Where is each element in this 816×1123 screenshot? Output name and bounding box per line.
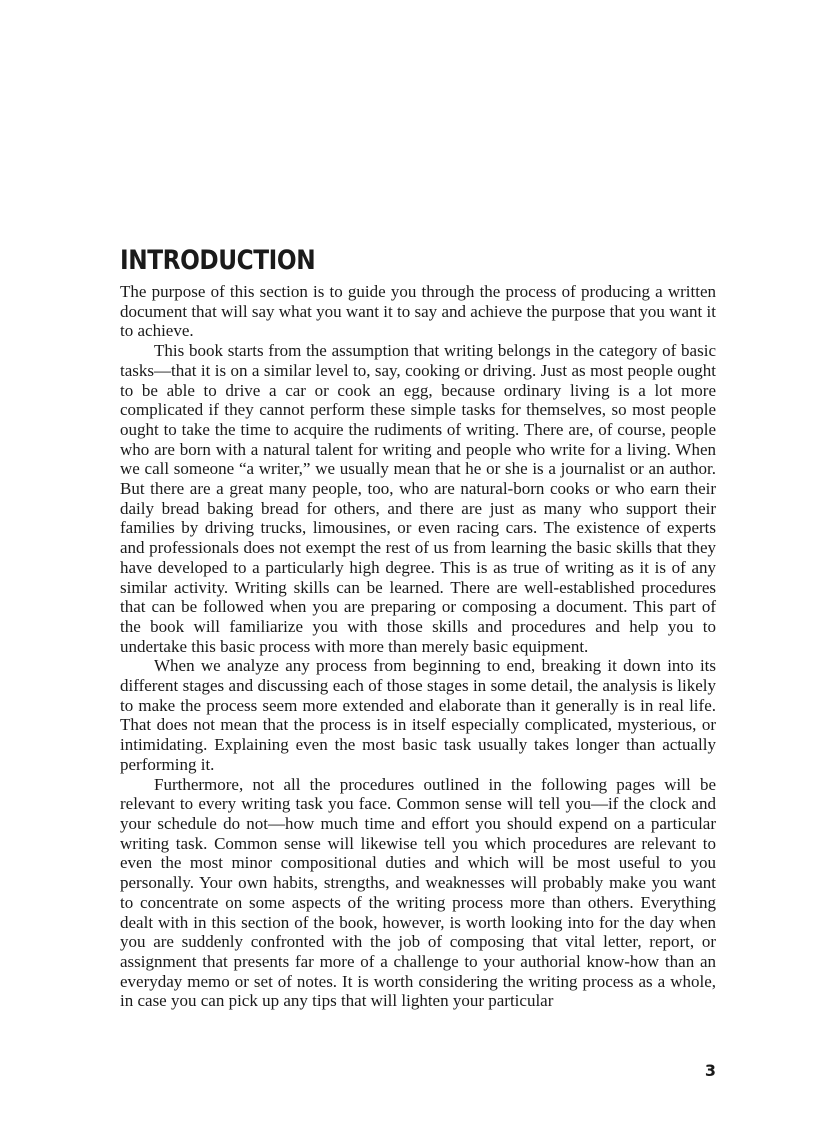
chapter-title: INTRODUCTION [120, 245, 316, 276]
paragraph-4: Furthermore, not all the procedures outlined in the following pages will be relevant to every writing task you face. Common sense will tell you—if the clock and your schedule do not—how much time and effort you should expend on a particular writing task. Common sense will likewise tell you which procedures are relevant to even the most minor compositional duties and which will be most useful to you personally. Your own habits, strengths, and weaknesses will probably make you want to concentrate on some aspects of the writing process more than others. Everything dealt with in this section of the book, however, is worth looking into for the day when you are suddenly confronted with the job of composing that vital letter, report, or assignment that presents far more of a challenge to your authorial know-how than an everyday memo or set of notes. It is worth considering the writing process as a whole, in case you can pick up any tips that will lighten your particular [120, 774, 716, 1011]
body-text [120, 282, 716, 1011]
page-content [120, 243, 716, 1011]
paragraph-1: The purpose of this section is to guide you through the process of producing a written document that will say what you want it to say and achieve the purpose that you want it to achieve. [120, 282, 716, 341]
paragraph-2: This book starts from the assumption that writing belongs in the category of basic tasks—that it is on a similar level to, say, cooking or driving. Just as most people ought to be able to drive a car or cook an egg, because ordinary living is a lot more complicated if they cannot perform these simple tasks for themselves, so most people ought to take the time to acquire the rudiments of writing. There are, of course, people who are born with a natural talent for writing and people who write for a living. When we call someone “a writer,” we usually mean that he or she is a journalist or an author. But there are a great many people, too, who are natural-born cooks or who earn their daily bread baking bread for others, and there are just as many who support their families by driving trucks, limousines, or even racing cars. The existence of experts and professionals does not exempt the rest of us from learning the basic skills that they have developed to a particularly high degree. This is as true of writing as it is of any similar activity. Writing skills can be learned. There are well-established procedures that can be followed when you are preparing or composing a document. This part of the book will familiarize you with those skills and procedures and help you to undertake this basic process with more than merely basic equipment. [120, 341, 716, 656]
page-number: 3 [704, 1061, 716, 1080]
paragraph-3: When we analyze any process from beginning to end, breaking it down into its different stages and discussing each of those stages in some detail, the analysis is likely to make the process seem more extended and elaborate than it generally is in real life. That does not mean that the process is in itself especially complicated, mysterious, or intimidating. Explaining even the most basic task usually takes longer than actually performing it. [120, 656, 716, 774]
